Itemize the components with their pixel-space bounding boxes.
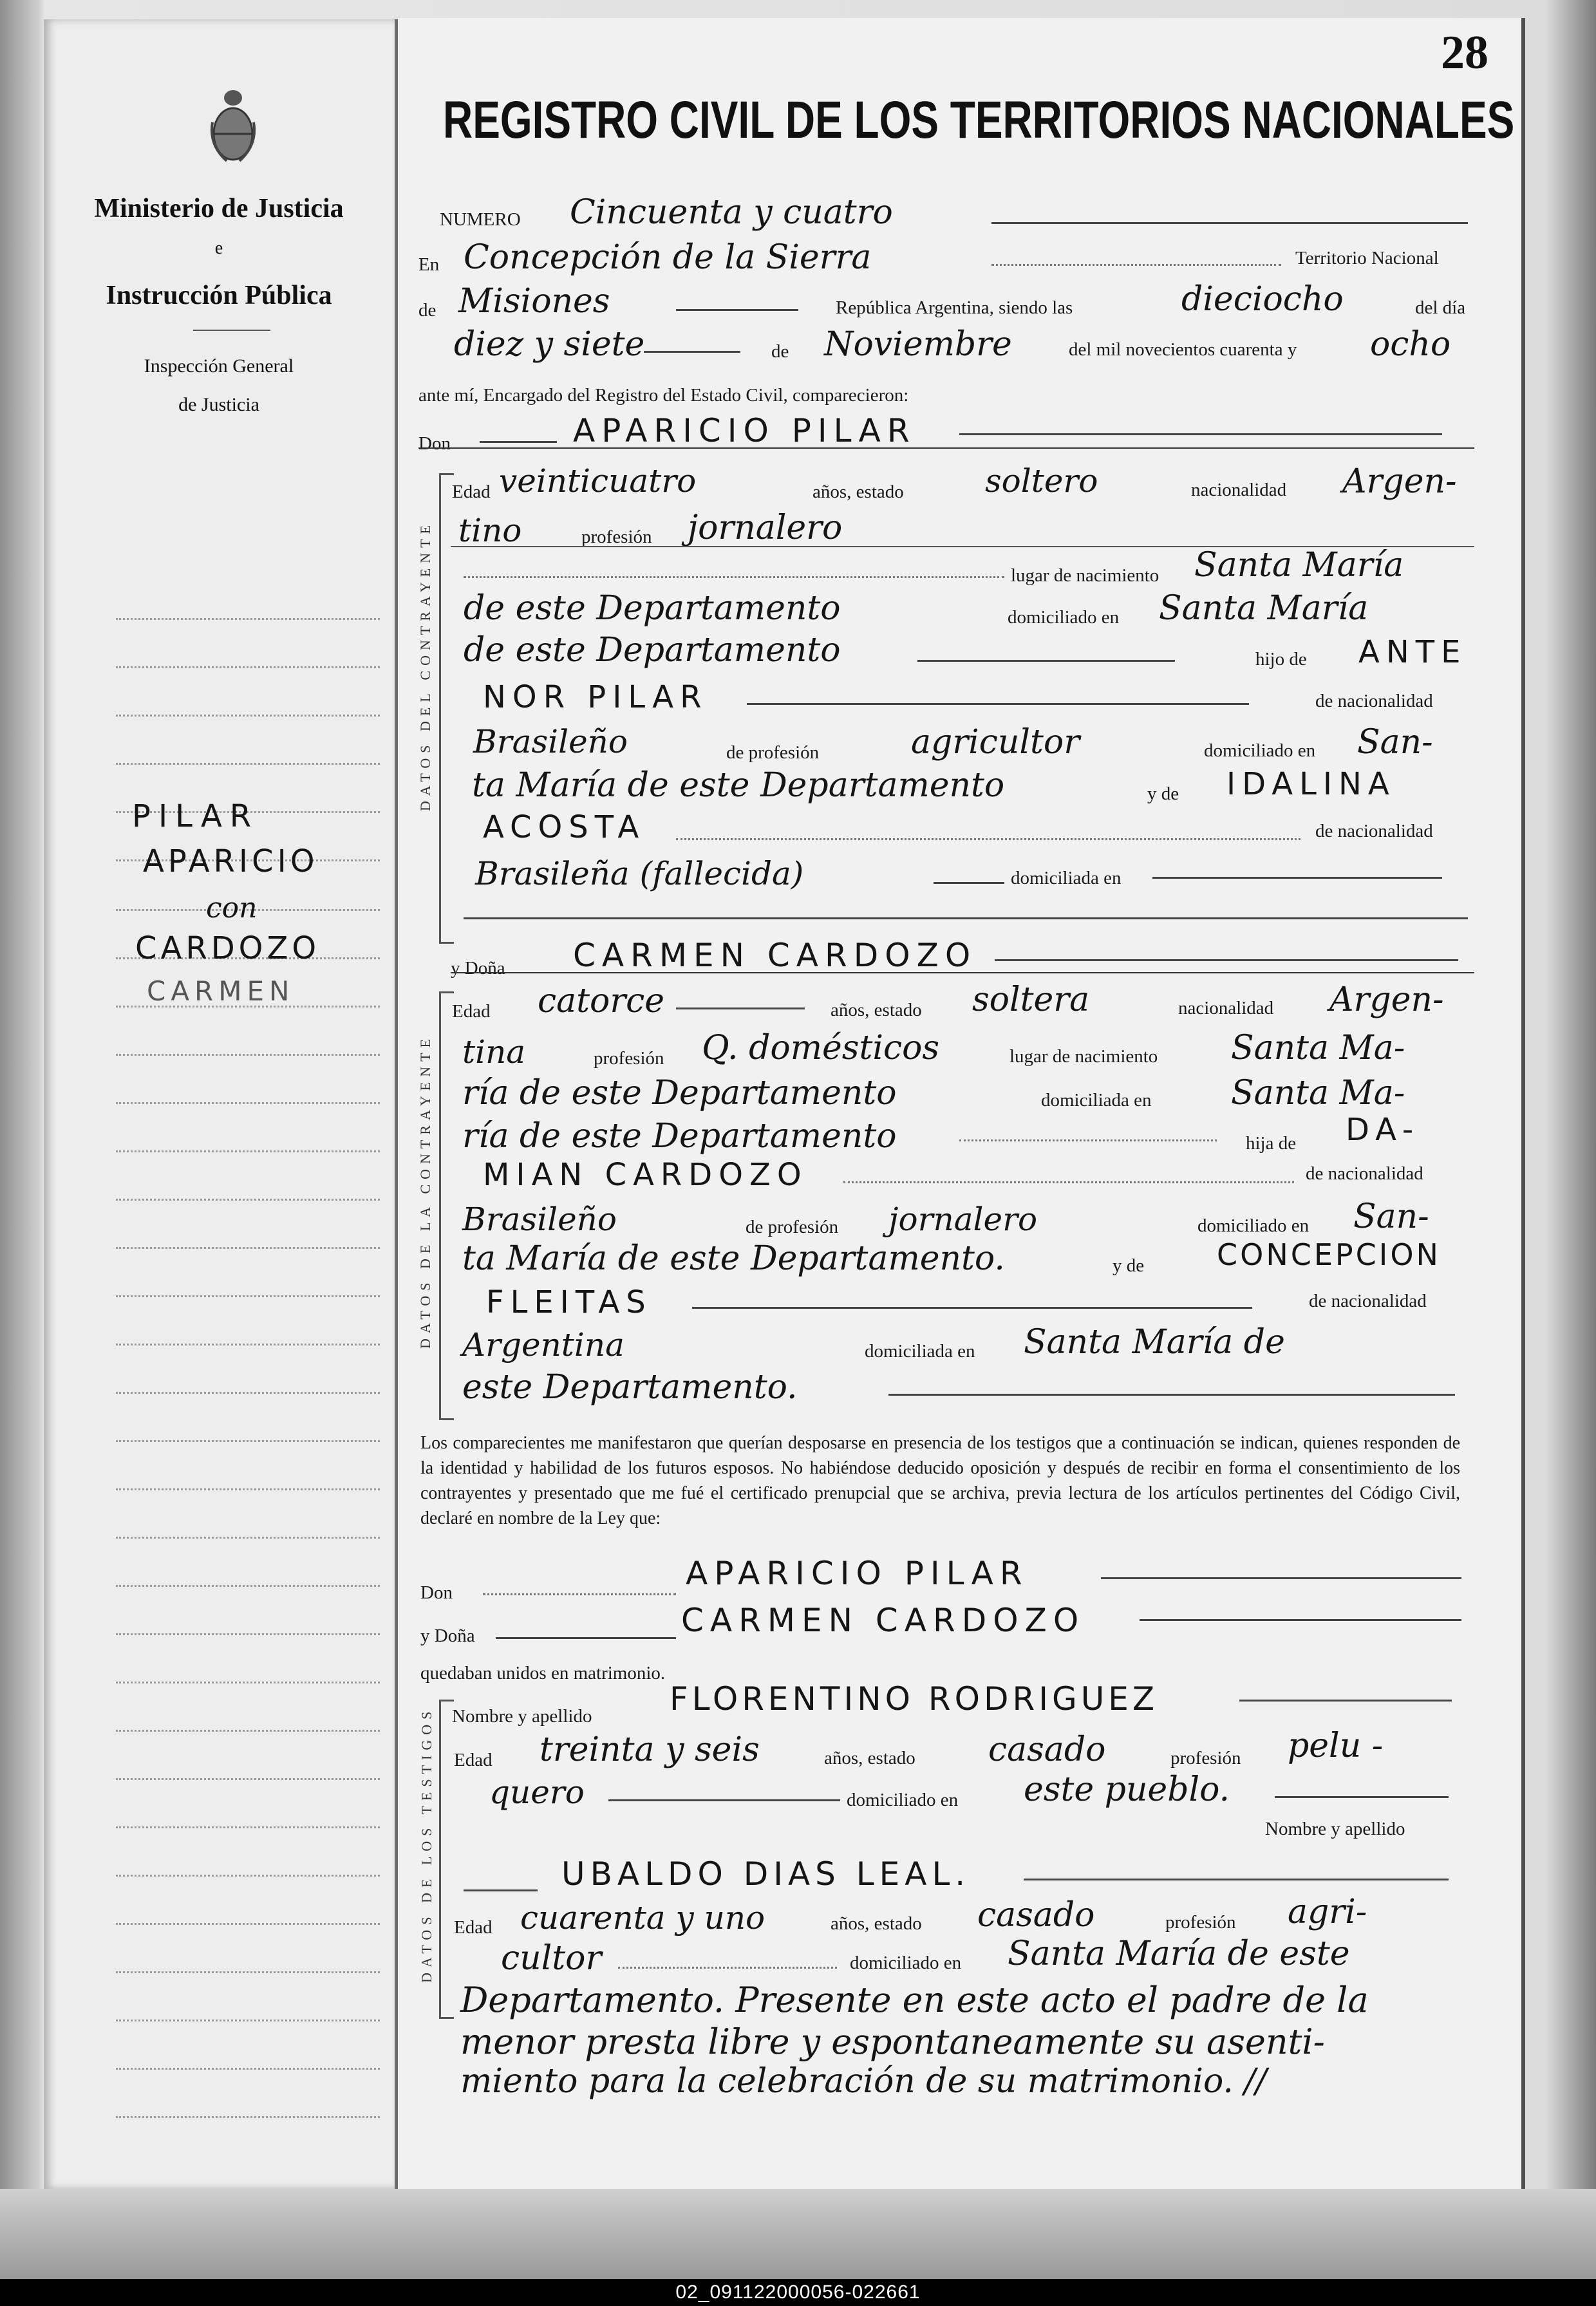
padre-domicilio: San- xyxy=(1357,723,1433,762)
profesion-label: profesión xyxy=(594,1048,664,1069)
de-nacionalidad-label: de nacionalidad xyxy=(1315,691,1433,711)
t2-estado: casado xyxy=(977,1896,1095,1935)
t1-edad: treinta y seis xyxy=(540,1730,760,1769)
domicilio-value-cont: ría de este Departamento xyxy=(462,1117,897,1156)
edad-label: Edad xyxy=(452,1001,491,1022)
t1-profesion-label: profesión xyxy=(1170,1748,1241,1768)
de-nacionalidad-label: de nacionalidad xyxy=(1315,821,1433,841)
nacionalidad-value: Argen- xyxy=(1329,980,1444,1019)
lugar-label: lugar de nacimiento xyxy=(1011,565,1159,586)
fill-line xyxy=(496,1637,676,1639)
declaration-dona-value: CARMEN CARDOZO xyxy=(681,1602,1085,1639)
fill-line xyxy=(959,433,1442,435)
fill-line xyxy=(618,1967,837,1969)
left-rule xyxy=(116,1199,380,1201)
fill-line xyxy=(480,441,557,443)
lugar-value: Santa Ma- xyxy=(1231,1029,1405,1067)
en-value: Concepción de la Sierra xyxy=(464,238,872,277)
dona-label: y Doña xyxy=(451,958,505,979)
t1-domiciliado-label: domiciliado en xyxy=(847,1790,959,1810)
de-value: Misiones xyxy=(458,282,610,321)
t2-domiciliado-label: domiciliado en xyxy=(850,1953,962,1973)
hijo-label: hijo de xyxy=(1255,649,1307,670)
t2-domicilio: Santa María de este xyxy=(1008,1935,1350,1973)
madre-domicilio: Santa María de xyxy=(1024,1323,1285,1362)
de-nacionalidad-label: de nacionalidad xyxy=(1306,1163,1423,1184)
republica-label: República Argentina, siendo las xyxy=(836,297,1073,318)
left-rule xyxy=(116,618,380,620)
fill-line xyxy=(1101,1577,1461,1579)
del-dia-label: del día xyxy=(1415,297,1466,318)
t2-edad-label: Edad xyxy=(454,1917,493,1938)
left-rule xyxy=(116,1295,380,1297)
numero-value: Cincuenta y cuatro xyxy=(570,193,893,232)
inspection-line1: Inspección General xyxy=(144,355,294,377)
de-nacionalidad-label: de nacionalidad xyxy=(1309,1291,1427,1311)
fill-line xyxy=(464,1889,538,1891)
left-rule xyxy=(116,1054,380,1056)
madre-name: IDALINA xyxy=(1226,766,1396,802)
t2-profesion-label: profesión xyxy=(1165,1912,1236,1933)
en-label: En xyxy=(418,254,440,275)
note-line2: menor presta libre y espontaneamente su asenti- xyxy=(460,2021,1325,2062)
domicilio-value: Santa Ma- xyxy=(1231,1074,1405,1112)
territorio-label: Territorio Nacional xyxy=(1295,248,1439,268)
fill-line xyxy=(1152,877,1442,879)
t1-profesion-cont: quero xyxy=(489,1774,585,1811)
left-rule xyxy=(116,2068,380,2070)
anos-label: años, estado xyxy=(831,1000,922,1020)
t2-anos-label: años, estado xyxy=(831,1913,922,1934)
madre-nacionalidad: Argentina xyxy=(462,1326,624,1364)
fill-line xyxy=(959,1139,1217,1141)
fill-line xyxy=(991,222,1468,224)
padre-name: DA- xyxy=(1346,1112,1420,1148)
declaration-dona-label: y Doña xyxy=(420,1626,475,1646)
y-de-label: y de xyxy=(1147,783,1179,804)
numero-label: NUMERO xyxy=(440,209,521,230)
note-line1: Departamento. Presente en este acto el padre de la xyxy=(460,1980,1369,2020)
fill-line xyxy=(1140,1619,1461,1621)
profesion-value: jornalero xyxy=(688,509,843,547)
left-rule xyxy=(116,666,380,668)
declaration-don-label: Don xyxy=(420,1582,453,1603)
left-rule xyxy=(116,763,380,765)
fill-line xyxy=(747,703,1249,705)
left-rule xyxy=(116,1826,380,1828)
fill-line xyxy=(464,917,1468,919)
edad-value: catorce xyxy=(538,982,665,1020)
de-label: de xyxy=(418,300,437,321)
fill-line xyxy=(991,264,1281,266)
domiciliada-label: domiciliada en xyxy=(1011,868,1122,888)
padre-name: ANTE xyxy=(1358,634,1467,670)
anos-label: años, estado xyxy=(812,482,904,502)
left-rule xyxy=(116,1247,380,1249)
margin-note-con: con xyxy=(206,892,258,924)
fill-line xyxy=(608,1799,840,1801)
note-line3: miento para la celebración de su matrimonio. // xyxy=(460,2062,1267,2101)
y-de-label: y de xyxy=(1113,1255,1145,1276)
contrayente-bracket xyxy=(439,473,454,944)
left-rule xyxy=(116,1875,380,1877)
left-rule xyxy=(116,1344,380,1345)
mes-value: Noviembre xyxy=(824,325,1012,364)
fill-line xyxy=(888,1394,1455,1396)
fill-line xyxy=(1239,1700,1452,1701)
lugar-value: Santa María xyxy=(1194,546,1404,585)
madre-nacionalidad: Brasileña (fallecida) xyxy=(475,855,804,892)
left-rule xyxy=(116,1102,380,1104)
coat-of-arms-icon xyxy=(207,84,259,167)
left-rule xyxy=(116,1633,380,1635)
anio-value: ocho xyxy=(1370,325,1451,364)
margin-note-given: APARICIO xyxy=(143,843,319,879)
padre-domicilio-cont: ta María de este Departamento. xyxy=(462,1239,1005,1278)
inspection-line2: de Justicia xyxy=(178,394,259,415)
fill-line xyxy=(676,838,1300,840)
left-rule xyxy=(116,1392,380,1394)
padre-name-cont: NOR PILAR xyxy=(483,679,708,715)
profesion-value: Q. domésticos xyxy=(702,1029,940,1067)
domiciliado-en-label: domiciliado en xyxy=(1204,740,1316,761)
t2-nombre-label: Nombre y apellido xyxy=(1265,1819,1405,1839)
padre-name-cont: MIAN CARDOZO xyxy=(483,1157,808,1193)
margin-note-given2: CARMEN xyxy=(147,975,295,1007)
t1-domicilio: este pueblo. xyxy=(1024,1770,1230,1809)
padre-nacionalidad: Brasileño xyxy=(473,723,628,760)
left-page xyxy=(44,19,398,2189)
de-mes-label: de xyxy=(771,341,789,362)
lugar-value-cont: ría de este Departamento xyxy=(462,1074,897,1112)
dia-value: diez y siete xyxy=(454,325,645,364)
fill-line xyxy=(843,1181,1294,1183)
left-rule xyxy=(116,1682,380,1683)
fill-line xyxy=(692,1307,1252,1309)
estado-value: soltero xyxy=(985,462,1098,500)
image-id-footer: 02_091122000056-022661 xyxy=(0,2279,1596,2306)
madre-name-cont: FLEITAS xyxy=(486,1284,652,1320)
declaration-paragraph: Los comparecientes me manifestaron que querían desposarse en presencia de los testigos que a continuación se indican, quienes responden de la identidad y habilidad de los futuros esposos. No habiéndose deducido oposición y después de recibir en forma el consentimiento de los contrayentes y presentado que me fué el certificado prenupcial que se archiva, previa lectura de los artículos pertinentes del Código Civil, declaré en nombre de la Ley que: xyxy=(420,1433,1460,1528)
fill-line xyxy=(483,1593,676,1595)
t1-name: FLORENTINO RODRIGUEZ xyxy=(670,1680,1159,1718)
margin-note-surname: PILAR xyxy=(132,798,259,834)
estado-value: soltera xyxy=(972,980,1090,1019)
left-rule xyxy=(116,1923,380,1925)
left-rule xyxy=(116,1730,380,1732)
domicilio-value-cont: de este Departamento xyxy=(464,631,841,670)
fill-line xyxy=(917,660,1175,662)
contrayente-side-label: DATOS DEL CONTRAYENTE xyxy=(417,520,433,811)
fill-line xyxy=(644,351,740,353)
left-rule xyxy=(116,1778,380,1780)
t2-profesion: agri- xyxy=(1288,1893,1367,1931)
padre-profesion: agricultor xyxy=(911,723,1080,762)
contrayenta-name: CARMEN CARDOZO xyxy=(573,937,977,974)
lugar-value-cont: de este Departamento xyxy=(464,589,841,628)
nacionalidad-value-cont: tina xyxy=(462,1033,526,1071)
contrayenta-side-label: DATOS DE LA CONTRAYENTE xyxy=(417,1034,433,1349)
t1-edad-label: Edad xyxy=(454,1750,493,1770)
madre-name-cont: ACOSTA xyxy=(483,809,646,845)
domiciliada-label: domiciliada en xyxy=(865,1341,975,1362)
page-title: REGISTRO CIVIL DE LOS TERRITORIOS NACIONALES xyxy=(443,91,1515,149)
section-rule xyxy=(418,447,1474,449)
padre-profesion: jornalero xyxy=(888,1201,1038,1238)
nacionalidad-label: nacionalidad xyxy=(1178,998,1274,1018)
testigos-bracket xyxy=(439,1700,454,2019)
fill-line xyxy=(676,1008,805,1009)
left-rule xyxy=(116,1488,380,1490)
page-number: 28 xyxy=(1441,26,1488,79)
t1-nombre-label: Nombre y apellido xyxy=(452,1706,592,1727)
book-bottom-edge xyxy=(0,2189,1596,2279)
ministry-line2: Instrucción Pública xyxy=(106,281,332,310)
lugar-label: lugar de nacimiento xyxy=(1009,1046,1158,1067)
left-rule xyxy=(116,2020,380,2021)
left-rule xyxy=(116,2116,380,2118)
fill-line xyxy=(995,959,1458,961)
t2-edad: cuarenta y uno xyxy=(520,1899,765,1936)
edad-label: Edad xyxy=(452,482,491,502)
domiciliado-en-label: domiciliado en xyxy=(1197,1215,1310,1236)
contrayente-name: APARICIO PILAR xyxy=(573,412,916,449)
fill-line xyxy=(1024,1879,1449,1880)
left-rule xyxy=(116,1150,380,1152)
nacionalidad-value: Argen- xyxy=(1342,462,1457,501)
left-rule xyxy=(116,1440,380,1442)
margin-note-surname2: CARDOZO xyxy=(135,930,321,966)
nacionalidad-label: nacionalidad xyxy=(1191,480,1287,500)
hora-value: dieciocho xyxy=(1181,280,1344,319)
profesion-label: profesión xyxy=(581,527,652,547)
ministry-divider xyxy=(193,330,270,331)
madre-domicilio-cont: este Departamento. xyxy=(462,1368,798,1407)
padre-nacionalidad: Brasileño xyxy=(462,1201,617,1238)
t2-name: UBALDO DIAS LEAL. xyxy=(561,1855,971,1893)
left-rule xyxy=(116,1537,380,1539)
ante-line: ante mí, Encargado del Registro del Estado Civil, comparecieron: xyxy=(418,385,909,406)
testigos-side-label: DATOS DE LOS TESTIGOS xyxy=(418,1706,435,1983)
de-profesion-label: de profesión xyxy=(726,742,820,763)
t1-profesion: pelu - xyxy=(1288,1727,1384,1765)
left-rule xyxy=(116,715,380,717)
quedaban-line: quedaban unidos en matrimonio. xyxy=(420,1663,666,1683)
t1-anos-label: años, estado xyxy=(824,1748,915,1768)
t1-estado: casado xyxy=(988,1730,1106,1769)
fill-line xyxy=(676,309,798,311)
del-mil-label: del mil novecientos cuarenta y xyxy=(1069,339,1297,360)
hija-label: hija de xyxy=(1246,1133,1297,1154)
fill-line xyxy=(464,576,1004,578)
section-rule xyxy=(451,972,1474,973)
madre-name: CONCEPCION xyxy=(1217,1237,1441,1272)
padre-domicilio: San- xyxy=(1353,1197,1429,1236)
domicilio-label: domiciliado en xyxy=(1008,607,1120,628)
left-rule xyxy=(116,1585,380,1587)
de-profesion-label: de profesión xyxy=(746,1217,839,1237)
padre-domicilio-cont: ta María de este Departamento xyxy=(472,766,1005,805)
contrayenta-bracket xyxy=(439,991,454,1420)
ministry-conjunction: e xyxy=(214,238,223,258)
domicilio-value: Santa María xyxy=(1159,589,1369,628)
fill-line xyxy=(934,882,1004,884)
declaration-don-value: APARICIO PILAR xyxy=(686,1555,1029,1592)
left-rule xyxy=(116,1971,380,1973)
nacionalidad-value-cont: tino xyxy=(458,512,522,549)
domicilio-label: domiciliada en xyxy=(1041,1090,1152,1111)
edad-value: veinticuatro xyxy=(499,462,697,500)
t2-profesion-cont: cultor xyxy=(501,1939,602,1978)
fill-line xyxy=(1275,1796,1449,1798)
don-label: Don xyxy=(418,433,451,454)
ministry-line1: Ministerio de Justicia xyxy=(94,194,344,223)
